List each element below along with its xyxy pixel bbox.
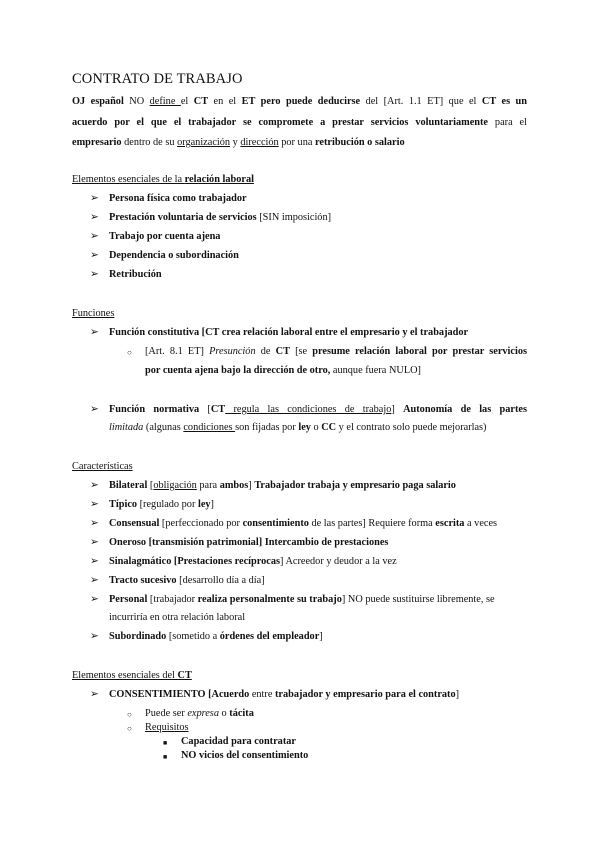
consentimiento: CONSENTIMIENTO [Acuerdo entre trabajador y empresario para el contrato]	[109, 689, 460, 700]
arrow-bullet-icon: ➢	[90, 556, 99, 567]
funcion-constitutiva: Función constitutiva [CT crea relación laboral entre el empresario y el trabajador	[109, 327, 469, 338]
section-heading-elementos-ct: Elementos esenciales del CT	[72, 670, 192, 681]
caracteristica-personal: Personal [trabajador realiza personalmente su trabajo] NO puede sustituirse libremente, se	[109, 594, 495, 605]
list-item: Prestación voluntaria de servicios [SIN imposición]	[109, 212, 332, 223]
circle-bullet-icon: ○	[127, 710, 132, 719]
intro-line-1: OJ español NO define el CT en el ET pero puede deducirse del [Art. 1.1 ET] que el CT es un	[72, 96, 527, 107]
arrow-bullet-icon: ➢	[90, 594, 99, 605]
arrow-bullet-icon: ➢	[90, 193, 99, 204]
arrow-bullet-icon: ➢	[90, 404, 99, 415]
requisitos-heading: Requisitos	[145, 722, 189, 733]
list-item: Dependencia o subordinación	[109, 250, 239, 261]
caracteristica-bilateral: Bilateral [obligación para ambos] Trabajador trabaja y empresario paga salario	[109, 480, 456, 491]
caracteristica-tipico: Típico [regulado por ley]	[109, 499, 214, 510]
arrow-bullet-icon: ➢	[90, 518, 99, 529]
requisito-item: NO vicios del consentimiento	[181, 750, 309, 761]
caracteristica-personal-cont: incurriría en otra relación laboral	[109, 612, 246, 623]
list-item: Retribución	[109, 269, 162, 280]
circle-bullet-icon: ○	[127, 348, 132, 357]
list-item: Persona física como trabajador	[109, 193, 247, 204]
arrow-bullet-icon: ➢	[90, 212, 99, 223]
section-heading-funciones: Funciones	[72, 308, 115, 319]
arrow-bullet-icon: ➢	[90, 269, 99, 280]
caracteristica-oneroso: Oneroso [transmisión patrimonial] Intercambio de prestaciones	[109, 537, 389, 548]
arrow-bullet-icon: ➢	[90, 499, 99, 510]
square-bullet-icon: ■	[163, 739, 168, 747]
square-bullet-icon: ■	[163, 753, 168, 761]
puede-ser: Puede ser expresa o tácita	[145, 708, 254, 719]
arrow-bullet-icon: ➢	[90, 575, 99, 586]
arrow-bullet-icon: ➢	[90, 537, 99, 548]
presuncion-line-2: por cuenta ajena bajo la dirección de otro, aunque fuera NULO]	[145, 365, 421, 376]
arrow-bullet-icon: ➢	[90, 250, 99, 261]
presuncion-line-1: [Art. 8.1 ET] Presunción de CT [se presume relación laboral por prestar servicios	[145, 346, 527, 357]
section-heading-caracteristicas: Características	[72, 461, 133, 472]
requisito-item: Capacidad para contratar	[181, 736, 296, 747]
page-title: CONTRATO DE TRABAJO	[72, 71, 243, 87]
arrow-bullet-icon: ➢	[90, 689, 99, 700]
funcion-normativa-line-2: limitada (algunas condiciones son fijadas por ley o CC y el contrato solo puede mejorarlas)	[109, 422, 487, 433]
intro-line-2: acuerdo por el que el trabajador se compromete a prestar servicios voluntariamente para el	[72, 117, 527, 128]
arrow-bullet-icon: ➢	[90, 327, 99, 338]
circle-bullet-icon: ○	[127, 724, 132, 733]
caracteristica-subordinado: Subordinado [sometido a órdenes del empleador]	[109, 631, 323, 642]
caracteristica-consensual: Consensual [perfeccionado por consentimiento de las partes] Requiere forma escrita a veces	[109, 518, 498, 529]
arrow-bullet-icon: ➢	[90, 480, 99, 491]
caracteristica-sinalagmatico: Sinalagmático [Prestaciones recíprocas] Acreedor y deudor a la vez	[109, 556, 397, 567]
arrow-bullet-icon: ➢	[90, 231, 99, 242]
caracteristica-tracto: Tracto sucesivo [desarrollo día a día]	[109, 575, 265, 586]
list-item: Trabajo por cuenta ajena	[109, 231, 221, 242]
intro-line-3: empresario dentro de su organización y dirección por una retribución o salario	[72, 137, 405, 148]
funcion-normativa-line-1: Función normativa [CT regula las condiciones de trabajo] Autonomía de las partes	[109, 404, 527, 415]
section-heading-relacion: Elementos esenciales de la relación laboral	[72, 174, 254, 185]
arrow-bullet-icon: ➢	[90, 631, 99, 642]
